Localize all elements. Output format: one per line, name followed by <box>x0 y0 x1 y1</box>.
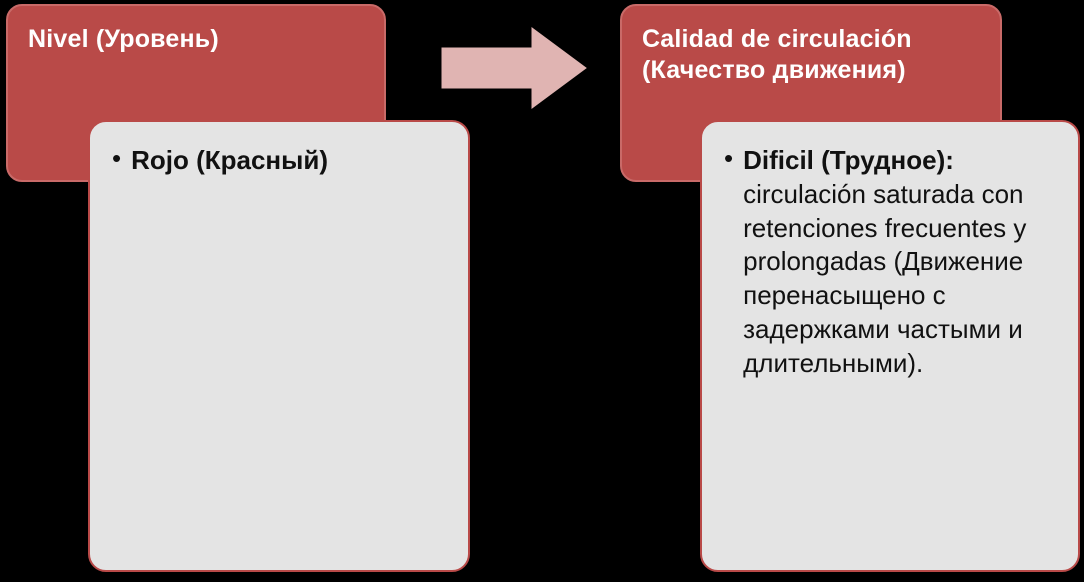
list-item-description: circulación saturada con retenciones frecuentes y prolongadas (Движение перенасыщено с задержками частыми и длительными). <box>743 178 1027 378</box>
bullet-marker-icon: • <box>724 143 734 173</box>
column-header-calidad-label: Calidad de circulación (Качество движения) <box>642 25 912 84</box>
column-content-nivel <box>88 120 470 572</box>
list-item-text <box>131 144 328 178</box>
list-item-term: Dificil (Трудное): <box>743 145 954 175</box>
column-header-nivel-label: Nivel (Уровень) <box>28 25 219 53</box>
list-item <box>724 144 1058 381</box>
list-item-term: Rojo (Красный) <box>131 145 328 175</box>
bullet-marker-icon: • <box>112 143 122 173</box>
column-content-calidad <box>700 120 1080 572</box>
list-item <box>112 144 448 178</box>
right-arrow-icon <box>440 26 588 110</box>
list-item-text <box>743 144 1058 381</box>
